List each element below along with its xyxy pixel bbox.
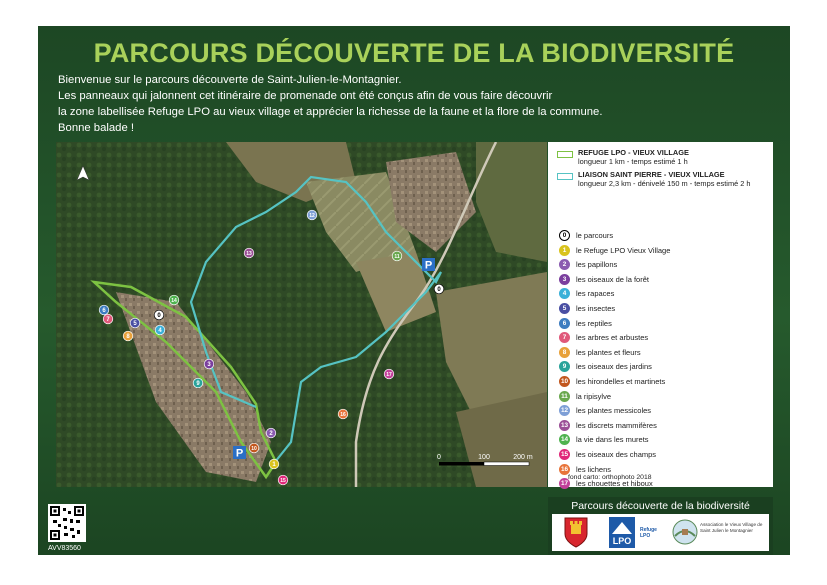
stop-label: les oiseaux de la forêt <box>576 274 649 284</box>
svg-text:0: 0 <box>437 287 441 294</box>
qr-code-icon[interactable] <box>48 504 86 542</box>
route-detail: longueur 1 km - temps estimé 1 h <box>578 157 688 166</box>
map-marker-5 <box>130 318 140 328</box>
svg-text:7: 7 <box>106 317 110 324</box>
route-swatch <box>557 151 573 158</box>
svg-text:12: 12 <box>309 213 315 220</box>
svg-text:6: 6 <box>102 308 106 315</box>
svg-text:10: 10 <box>251 446 257 453</box>
stop-number-badge: 1 <box>559 245 570 256</box>
map-marker-10 <box>249 443 259 453</box>
stop-label: les plantes et fleurs <box>576 347 641 357</box>
legend-stop <box>559 274 769 288</box>
stop-number-badge: 16 <box>560 465 569 473</box>
svg-text:P: P <box>424 259 433 272</box>
refuge-lpo-label: Refuge LPO <box>640 527 657 539</box>
route-name: LIAISON SAINT PIERRE - VIEUX VILLAGE <box>578 170 725 179</box>
stop-label: les chouettes et hiboux <box>576 479 653 489</box>
svg-text:LPO: LPO <box>612 536 632 546</box>
svg-text:13: 13 <box>246 251 252 258</box>
svg-text:5: 5 <box>133 321 137 328</box>
stop-number-badge: 12 <box>560 407 569 415</box>
page-title: PARCOURS DÉCOUVERTE DE LA BIODIVERSITÉ <box>93 38 735 68</box>
route-detail: longueur 2,3 km - dénivelé 150 m - temps estimé 2 h <box>578 179 751 188</box>
route-name: REFUGE LPO - VIEUX VILLAGE <box>578 148 689 157</box>
legend-stop <box>559 288 769 302</box>
map-marker-13 <box>244 248 254 258</box>
stop-number-badge: 8 <box>559 347 570 358</box>
stop-label: les insectes <box>576 304 616 313</box>
svg-text:14: 14 <box>171 298 177 305</box>
lpo-logo <box>608 516 636 549</box>
map-marker-17 <box>384 369 394 379</box>
stop-number-badge: 6 <box>559 318 570 329</box>
svg-text:3: 3 <box>207 362 211 369</box>
stop-label: le Refuge LPO Vieux Village <box>576 245 671 255</box>
svg-text:2: 2 <box>269 431 273 438</box>
map-marker-12 <box>307 210 317 220</box>
map-legend <box>548 142 773 487</box>
legend-stop <box>559 434 769 448</box>
map-marker-1 <box>269 459 279 469</box>
stop-number-badge: 11 <box>559 391 570 402</box>
board-code: AVV83560 <box>48 545 81 552</box>
svg-text:P: P <box>235 447 244 460</box>
scale-label: 0 <box>437 454 441 461</box>
stop-label: les plantes messicoles <box>576 406 652 416</box>
svg-text:4: 4 <box>158 328 162 335</box>
legend-stop <box>559 245 769 259</box>
stop-label: les oiseaux des champs <box>576 450 657 459</box>
stop-number-badge: 3 <box>559 274 570 285</box>
legend-stop <box>559 391 769 405</box>
intro-line: Bonne balade ! <box>58 122 135 134</box>
map-marker-3 <box>204 359 214 369</box>
stop-label: les oiseaux des jardins <box>576 362 652 372</box>
map-marker-7 <box>103 314 113 324</box>
footer-panel <box>548 497 773 555</box>
stop-number-badge: 17 <box>560 480 569 488</box>
scale-label: 100 <box>478 454 490 461</box>
legend-stop <box>559 405 769 419</box>
stop-label: le parcours <box>576 231 614 240</box>
svg-text:0: 0 <box>157 313 161 320</box>
svg-text:16: 16 <box>340 412 346 419</box>
stop-label: les reptiles <box>576 318 612 328</box>
legend-stop <box>559 420 769 434</box>
stop-number-badge: 0 <box>559 230 570 241</box>
svg-text:8: 8 <box>126 334 130 341</box>
legend-stop <box>559 347 769 361</box>
association-name: Association le Vieux Village de Saint Julien le Montagnier <box>700 522 763 533</box>
legend-stop <box>559 361 769 375</box>
stop-number-badge: 4 <box>559 288 570 299</box>
legend-stop <box>559 230 769 244</box>
map-marker-11 <box>392 251 402 261</box>
stop-label: les lichens <box>576 464 612 474</box>
map-svg <box>56 142 547 487</box>
map-marker-8 <box>123 331 133 341</box>
stop-label: les rapaces <box>576 289 615 299</box>
legend-stop <box>559 332 769 346</box>
stop-number-badge: 2 <box>559 259 570 270</box>
stop-label: les papillons <box>576 260 618 270</box>
map-marker-15 <box>278 475 288 485</box>
stop-number-badge: 10 <box>560 378 569 385</box>
stop-number-badge: 14 <box>560 436 569 444</box>
stop-label: les discrets mammifères <box>576 420 657 430</box>
legend-stop <box>559 318 769 332</box>
aerial-map <box>56 142 547 487</box>
stop-number-badge: 15 <box>560 451 569 458</box>
map-marker-4 <box>155 325 165 335</box>
partner-logos <box>552 514 769 551</box>
map-marker-0 <box>154 310 164 320</box>
association-logo-icon <box>672 516 698 549</box>
map-credit: fond carto: orthophoto 2018 <box>568 474 652 481</box>
svg-text:9: 9 <box>196 381 200 388</box>
map-marker-6 <box>99 305 109 315</box>
svg-text:1: 1 <box>272 462 276 469</box>
intro-text <box>58 72 738 136</box>
intro-line: Bienvenue sur le parcours découverte de Saint-Julien-le-Montagnier. <box>58 74 402 86</box>
intro-line: la zone labellisée Refuge LPO au vieux village et apprécier la richesse de la faune et la flore de la commune. <box>58 106 603 118</box>
information-board <box>38 26 790 555</box>
stop-number-badge: 13 <box>560 421 569 429</box>
stop-label: la vie dans les murets <box>576 435 649 445</box>
map-marker-9 <box>193 378 203 388</box>
parking-sign <box>422 258 435 272</box>
map-marker-14 <box>169 295 179 305</box>
qr-block <box>48 504 86 552</box>
map-marker-16 <box>338 409 348 419</box>
legend-stop <box>559 376 769 390</box>
stop-label: les hirondelles et martinets <box>576 377 666 386</box>
legend-stop <box>559 259 769 273</box>
legend-stop <box>559 449 769 463</box>
legend-stop <box>559 303 769 317</box>
stop-label: les arbres et arbustes <box>576 333 649 343</box>
scale-label: 200 m <box>513 454 533 461</box>
stop-number-badge: 9 <box>559 361 570 372</box>
stop-label: la ripisylve <box>576 391 612 401</box>
commune-crest-icon <box>562 516 590 549</box>
parking-sign <box>233 446 246 460</box>
intro-line: Les panneaux qui jalonnent cet itinéraire de promenade ont été conçus afin de vous faire découvrir <box>58 90 553 102</box>
route-swatch <box>557 173 573 180</box>
map-marker-0 <box>434 284 444 294</box>
svg-text:15: 15 <box>280 478 286 485</box>
panel-title: Parcours découverte de la biodiversité <box>571 500 750 512</box>
map-marker-2 <box>266 428 276 438</box>
svg-text:11: 11 <box>394 254 400 261</box>
stop-number-badge: 7 <box>559 332 570 343</box>
stop-number-badge: 5 <box>559 303 570 314</box>
svg-text:17: 17 <box>386 372 392 379</box>
